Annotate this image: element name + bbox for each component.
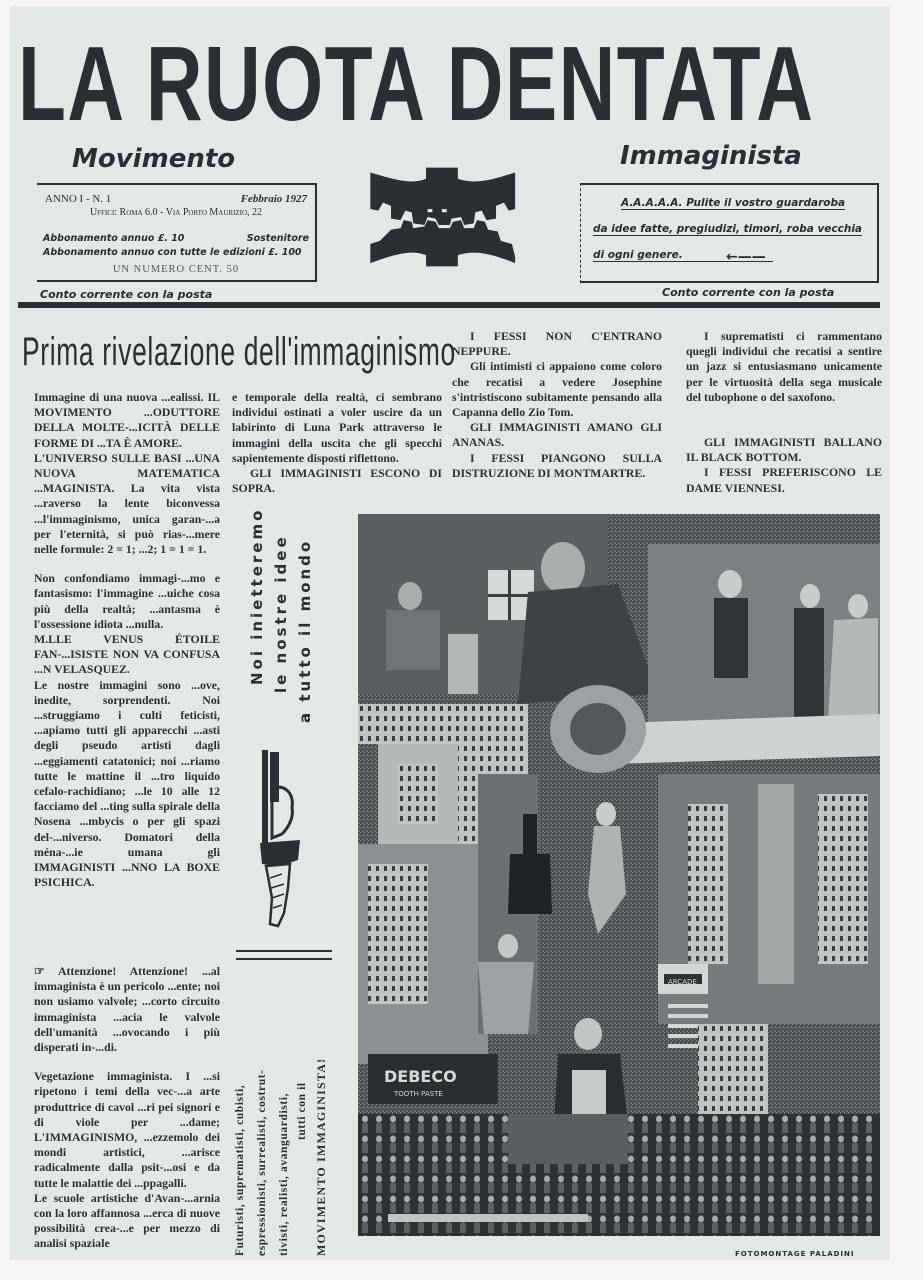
subscription-annual: Abbonamento annuo £. 10 — [43, 233, 185, 244]
paragraph: Vegetazione immaginista. I ...si ripetono i temi della vec-...a arte produttrice di cavol ...ri pei signori e di viole per ...dame; L'IMMAGINISMO, ...ezzemolo dei mondi artistici, ...arisce radicalmente dalla psit-...osi e da tutte le malattie dei ...ppagalli. — [34, 1069, 220, 1190]
photomontage-credit: FOTOMONTAGE PALADINI — [735, 1250, 855, 1258]
list-line-4: tutti con il — [296, 1082, 308, 1140]
vertical-movements-list — [234, 960, 334, 1256]
vertical-slogan — [248, 508, 328, 728]
paragraph: I FESSI NON C'ENTRANO NEPPURE. — [452, 329, 662, 359]
issue-price: UN NUMERO CENT. 50 — [112, 264, 240, 275]
paragraph: I FESSI PREFERISCONO LE DAME VIENNESI. — [686, 465, 882, 495]
issue-info-box — [37, 183, 317, 282]
paragraph: e temporale della realtà, ci sembrano individui ostinati a voler uscire da un labirinto di Luna Park attraverso le immagini della uscita che gli specchi sapientemente disposti riflettono. — [232, 390, 442, 465]
photomontage-image — [358, 514, 880, 1236]
article-headline: Prima rivelazione dell'immaginismo — [22, 330, 456, 374]
paragraph: Immagine di una nuova ...ealissi. IL MOVIMENTO ...ODUTTORE DELLA MOLTE-...ICITÀ DELLE FORME DI ...TA È AMORE. — [34, 390, 220, 450]
paragraph: M.LLE VENUS ÉTOILE FAN-...ISISTE NON VA CONFUSA ...N VELASQUEZ. — [34, 632, 220, 677]
motto-line-3: di ogni genere. — [593, 249, 773, 262]
paragraph: Le nostre immagini sono ...ove, inedite, sorprendenti. Noi ...struggiamo i culti feticisti, ...apiamo tutti gli apparecchi ...asti degli pseudo artisti dagli ...eggiamenti catatonici; noi ...riamo tutte le mattine il ...tro liquido cefalo-rachidiano; ...le 10 alle 12 facciamo del ...ting sulla spirale della Nosena ...mbycis o per gli spazi del-...niverso. Domatori della ména-...ie umana gli IMMAGINISTI ...NNO LA BOXE PSICHICA. — [34, 677, 220, 890]
sign-debeco: DEBECO — [384, 1067, 457, 1086]
list-line-2: espressionisti, surrealisti, costrut- — [256, 1069, 268, 1256]
masthead-subtitle-left: Movimento — [72, 144, 236, 174]
list-line-3: tivisti, realisti, avanguardisti, — [278, 1092, 290, 1256]
slogan-line-2: le nostre idee — [272, 534, 290, 693]
list-line-5: MOVIMENTO IMMAGINISTA! — [314, 1057, 328, 1256]
paragraph: Gli intimisti ci appaiono come coloro che recatisi a vedere Josephine s'intristiscono subitamente pensando alla Capanna dello Zio Tom. — [452, 359, 662, 420]
paragraph: GLI IMMAGINISTI AMANO GLI ANANAS. — [452, 420, 662, 450]
article-column-1 — [34, 390, 220, 891]
article-column-3 — [452, 329, 662, 481]
arrow-left-icon: ←—— — [726, 249, 766, 265]
postal-account-right: Conto corrente con la posta — [662, 286, 835, 299]
issue-date: Febbraio 1927 — [240, 193, 307, 205]
list-line-1: Futuristi, suprematisti, cubisti, — [234, 1084, 246, 1256]
svg-text:ARCADE: ARCADE — [668, 978, 697, 986]
svg-text:TOOTH PASTE: TOOTH PASTE — [394, 1090, 443, 1098]
article-column-2 — [232, 390, 442, 496]
motto-line-1: A.A.A.A.A. Pulite il vostro guardaroba — [621, 197, 846, 209]
paragraph: I suprematisti ci rammentano quegli individui che recatisi a sentire un jazz si entusiasmano unicamente per le virtuosità della sega musicale del tubophone o del saxofono. — [686, 329, 882, 404]
hand-holding-syringe-icon — [252, 748, 302, 933]
paragraph: Non confondiamo immagi-...mo e fantasismo: l'immagine ...uiche cosa più della realtà; ...antasma è l'ossessione idiota ...nulla. — [34, 571, 220, 631]
gear-wheels-icon — [356, 158, 539, 276]
paragraph: L'UNIVERSO SULLE BASI ...UNA NUOVA MATEMATICA ...MAGINISTA. La vita vista ...raverso la lente biconvessa ...l'immaginismo, unica garan-...a per l'eternità, si può rias-...mere nelle formule: 2 = 1; ...2; 1 = 1 = 1. — [34, 450, 220, 557]
subscription-supporter: Sostenitore — [246, 233, 309, 244]
paragraph: I FESSI PIANGONO SULLA DISTRUZIONE DI MONTMARTRE. — [452, 450, 662, 480]
masthead-title: LA RUOTA DENTATA — [18, 25, 815, 143]
issue-number: ANNO I - N. 1 — [45, 193, 112, 205]
column-divider — [236, 950, 332, 960]
article-column-4 — [686, 329, 882, 496]
article-column-1-bottom — [34, 964, 220, 1252]
slogan-line-3: a tutto il mondo — [296, 538, 314, 723]
paragraph: Le scuole artistiche d'Avan-...arnia con la loro affannosa ...erca di nuove possibilità crea-...e per mezzo di analisi spaziale — [34, 1190, 220, 1251]
subscription-line-2: Abbonamento annuo con tutte le edizioni £. 100 — [43, 247, 302, 258]
paragraph: GLI IMMAGINISTI BALLANO IL BLACK BOTTOM. — [686, 435, 882, 465]
slogan-line-1: Noi inietteremo — [248, 508, 266, 686]
motto-box — [580, 183, 879, 283]
motto-line-2: da idee fatte, pregiudizi, timori, roba vecchia — [593, 223, 863, 235]
subscription-line-1 — [43, 233, 309, 244]
masthead-subtitle-right: Immaginista — [620, 141, 802, 171]
header-divider — [18, 302, 880, 308]
postal-account-left: Conto corrente con la posta — [40, 288, 213, 301]
paragraph: GLI IMMAGINISTI ESCONO DI SOPRA. — [232, 466, 442, 496]
office-address: Uffici: Roma 6.0 - Via Porto Maurizio, 22 — [89, 207, 263, 218]
paragraph: ☞ Attenzione! Attenzione! ...al immaginista è un pericolo ...ente; noi non usiamo valvole; ...corto circuito immaginista ...acia le valvole dell'umanità ...ovocando i più disperati in-...di. — [34, 964, 220, 1055]
